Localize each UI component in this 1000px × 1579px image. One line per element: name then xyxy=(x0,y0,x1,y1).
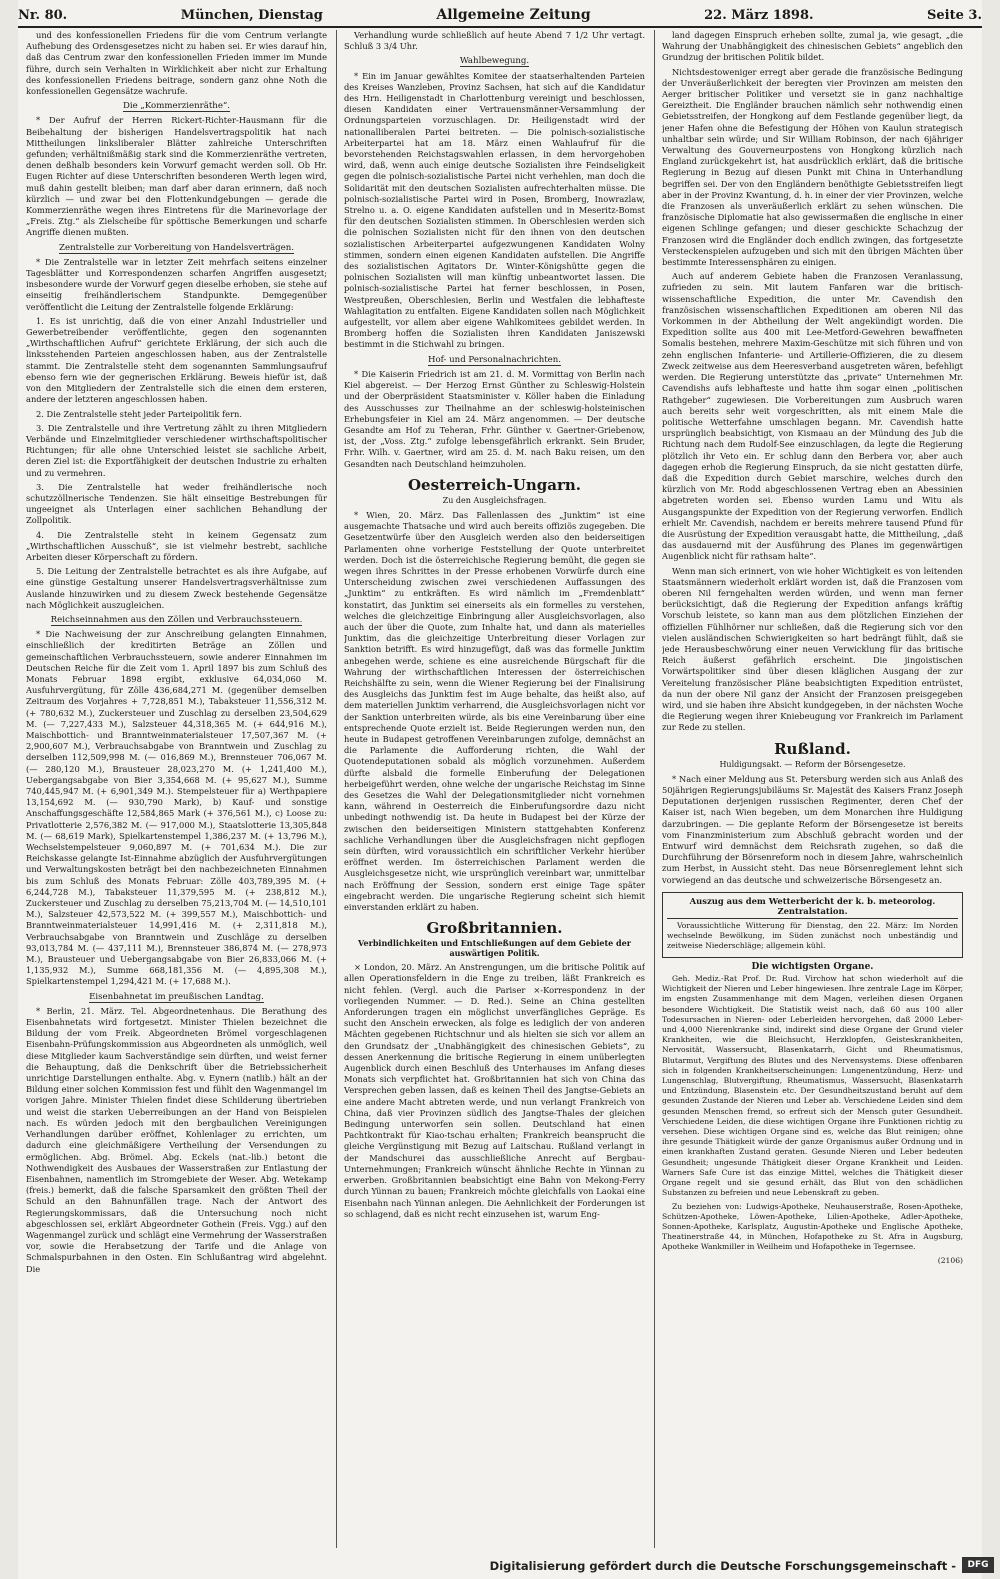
advertisement-code: (2106) xyxy=(937,1255,963,1265)
country-subheading: Huldigungsakt. — Reform der Börsengesetze. xyxy=(719,759,906,769)
digitization-footer xyxy=(0,1552,1000,1579)
article-columns xyxy=(26,30,976,1548)
article-paragraph: × London, 20. März. An Anstrengungen, um die britische Politik auf allen Operationsfeldern in die Enge zu treiben, läßt Frankreich es nicht fehlen. (Vergl. auch die Pariser ×-Korrespondenz in der vorliegenden Nummer. — D. Red.). Seine an China gestellten Anforderungen tragen ein möglichst unverfängliches Gepräge. Es sucht den Anschein erwecken, als folge es lediglich der von anderen Mächten gegebenen Richtschnur und als hielten sie sich vor allem an den Grundsatz der „Unabhängigkeit des chinesischen Gebiets“, zu dessen Anerkennung die britische Regierung in einem unüberlegten Augenblick durch einen Beschluß des Unterhauses im Anfang dieses Monats sich verpflichtet hat. Großbritannien hat sich von China das Versprechen geben lassen, daß es keinen Theil des Jangtse-Gebiets an eine andere Macht abtreten werde, und nun verlangt Frankreich von China, daß vier Provinzen südlich des Jangtse-Thales der gleichen Bedingung unterworfen sein sollen. Deutschland hat einen Pachtkontrakt für Kiao-tschau erhalten; Frankreich beansprucht die gleiche Vergünstigung mit Bezug auf Laitschau. Rußland verlangt in der Mandschurei das ausschließliche Anrecht auf Bergbau-Unternehmungen; Frankreich wünscht ähnliche Rechte in Yünnan zu erwerben. Großbritannien beabsichtigt eine Bahn von Mekong-Ferry durch Yünnan zu bauen; Frankreich möchte gleichfalls von Laokai eine Eisenbahn nach Yünnan anlegen. Die Aehnlichkeit der Forderungen ist so schlagend, daß es nicht recht einzusehen ist, warum Eng- xyxy=(344,962,645,1219)
article-paragraph: und des konfessionellen Friedens für die vom Centrum verlangte Aufhebung des Ordensgesetzes nicht zu haben sei. Er wies darauf hin, daß das Centrum zwar den konfessionellen Frieden immer im Munde führe, durch sein Verhalten in Wirklichkeit aber nicht zur Erhaltung des konfessionellen Friedens beitrage, sondern ganz ohne Noth die konfessionellen Gegensätze wachrufe. xyxy=(26,30,327,97)
article-paragraph: 1. Es ist unrichtig, daß die von einer Anzahl Industrieller und Gewerbetreibender veröffentlichte, gegen den sogenannten „Wirthschaftlichen Aufruf“ gerichtete Erklärung, der sich auch die linksstehenden Parteien angeschlossen haben, aus der Zentralstelle stammt. Die Zentralstelle steht dem sogenannten Sammlungsaufruf ebenso fern wie der gegnerischen Erklärung. Beweis hiefür ist, daß von den Mitgliedern der Zentralstelle sich die einen dem ersteren, andere der letzteren angeschlossen haben. xyxy=(26,315,327,405)
article-paragraph: 3. Die Zentralstelle und ihre Vertretung zählt zu ihren Mitgliedern Verbände und Einzelmitglieder verschiedener wirthschaftspolitischer Richtungen; für alle ohne Unterschied leistet sie sachliche Arbeit, deren Ziel ist: die Exportfähigkeit der deutschen Industrie zu erhalten und zu vermehren. xyxy=(26,422,327,478)
issue-number: Nr. 80. xyxy=(18,7,68,23)
page-header xyxy=(18,4,982,28)
country-subheading: Zu den Ausgleichsfragen. xyxy=(442,495,547,505)
advertisement xyxy=(662,962,963,1266)
article-paragraph: 5. Die Leitung der Zentralstelle betrachtet es als ihre Aufgabe, auf eine günstige Gestaltung unserer Handelsvertragsverhältnisse zum Auslande hinzuwirken und zu diesem Zweck bestehende Gegensätze nach Möglichkeit auszugleichen. xyxy=(26,566,327,610)
weather-report-box xyxy=(662,892,963,958)
section-heading: Reichseinnahmen aus den Zöllen und Verbrauchssteuern. xyxy=(50,614,303,625)
dfg-logo-icon: DFG xyxy=(962,1557,994,1573)
weather-report-text: Voraussichtliche Witterung für Dienstag, den 22. März: Im Norden wechselnde Bewölkung, im Süden zunächst noch unbeständig und zeitweise Niederschläge; allgemein kühl. xyxy=(667,920,958,950)
article-paragraph: 2. Die Zentralstelle steht jeder Parteipolitik fern. xyxy=(36,408,243,419)
weather-report-title: Auszug aus dem Wetterbericht der k. b. meteorolog. Zentralstation. xyxy=(667,896,958,919)
article-paragraph: Wenn man sich erinnert, von wie hoher Wichtigkeit es von leitenden Staatsmännern wiederholt erklärt worden ist, daß die Franzosen vom oberen Nil ferngehalten werden würden, und wenn man ferner berücksichtigt, daß die Regierung der Expedition anfangs kräftig Vorschub leistete, so kann man aus dem plötzlichen Einziehen der offiziellen Fühlhörner nur schließen, daß die Regierung sich vor den vielen ausländischen Schwierigkeiten so hart bedrängt fühlt, daß sie jede Herausbeschwörung einer neuen Verwicklung für das britische Reich äußerst gefährlich erscheint. Die jingoistischen Vorwärtspolitiker sind über diesen kläglichen Ausgang der zur Vereitelung französischer Pläne beabsichtigten Expedition entrüstet, da nun der obere Nil ganz der Ansicht der Franzosen preisgegeben wird, und sie haben ihre Absicht kundgegeben, in der nächsten Woche die Regierung wegen ihrer Kniebeugung vor Frankreich im Parlament zur Rede zu stellen. xyxy=(662,565,963,733)
article-paragraph: * Wien, 20. März. Das Fallenlassen des „Junktim“ ist eine ausgemachte Thatsache und wird auch bereits offiziös zugegeben. Die Gesetzentwürfe über den Ausgleich werden also den beiderseitigen Parlamenten ohne vorherige Feststellung der Quote unterbreitet werden. Doch ist die österreichische Regierung bemüht, die gegen sie wegen ihres Schrittes in der Presse erhobenen Vorwürfe durch eine Unterscheidung zwischen zwei verschiedenen Auffassungen des „Junktim“ zu entkräften. Es wird nämlich im „Fremdenblatt“ konstatirt, das Junktim sei einerseits als ein formelles zu verstehen, welches die gleichzeitige Einbringung aller Ausgleichsvorlagen, also auch der über die Quote, zum Inhalte hat, und dann als materielles Junktim, das die gleichzeitige Unterbreitung dieser Vorlagen zur Sanktion betrifft. Es wird hinzugefügt, daß was das formelle Junktim anbegehen werde, schiene es eine ausreichende Bürgschaft für die Wahrung der wirthschaftlichen Interessen der österreichischen Reichshälfte zu sein, wenn die Wiener Regierung bei der Finalisirung des Ausgleichs das Junktim fest im Auge behalte, das heißt also, auf dem materiellen Junktim verharrend, die Ausgleichsvorlagen nicht vor der Sanktion unterbreiten würde, als bis eine Vereinbarung über eine entsprechende Quote erzielt ist. Beide Regierungen werden nun, den heute in Budapest getroffenen Vereinbarungen zufolge, demnächst an die Parlamente die Aufforderung richten, die Wahl der Quotendeputationen sobald als möglich vorzunehmen. Außerdem dürfte alsbald die formelle Einberufung der Delegationen herbeigeführt werden, ohne welche der ungarische Reichstag im Sinne des Gesetzes die Wahl der Delegationsmitglieder nicht vornehmen kann, während in Oesterreich die Einberufungsordre dazu nicht unbedingt nothwendig ist. Da heute in Budapest bei der Kürze der zwischen den beiderseitigen Ministern stattgehabten Konferenz sachliche Verhandlungen über die Ausgleichsfragen nicht gepflogen sein dürften, wird voraussichtlich ein schriftlicher Verkehr hierüber eröffnet werden. Im österreichischen Parlament werden die Ausgleichsgesetze nicht, wie ursprünglich vereinbart war, unmittelbar nach Eröffnung der Session, sondern erst einige Tage später eingebracht werden. Die ungarische Regierung scheint sich hiemit einverstanden erklärt zu haben. xyxy=(344,509,645,913)
issue-date: 22. März 1898. xyxy=(704,7,814,23)
advertisement-text: Zu beziehen von: Ludwigs-Apotheke, Neuhauserstraße, Rosen-Apotheke, Schützen-Apotheke, Löwen-Apotheke, Lilien-Apotheke, Adler-Apotheke, Sonnen-Apotheke, Karlsplatz, Augustin-Apotheke und Englische Apotheke, Theatinerstraße 44, in München, Hofapotheke zu St. Afra in Augsburg, Apotheke Wankmiller in Weilheim und Hofapotheke in Tegernsee. xyxy=(662,1201,963,1252)
section-heading: Wahlbewegung. xyxy=(459,56,530,67)
article-paragraph: * Die Nachweisung der zur Anschreibung gelangten Einnahmen, einschließlich der kreditirten Beträge an Zöllen und gemeinschaftlichen Verbrauchssteuern, sowie anderer Einnahmen im Deutschen Reiche für die Zeit vom 1. April 1897 bis zum Schluß des Monats Februar 1898 ergibt, exklusive 64,034,060 M. Ausfuhrvergütung, für Zölle 436,684,271 M. (gegenüber demselben Zeitraum des Vorjahres + 7,728,851 M.), Tabaksteuer 11,556,312 M. (+ 780,632 M.), Zuckersteuer und Zuschlag zu derselben 23,504,629 M. (— 7,227,433 M.), Salzsteuer 44,318,365 M. (+ 644,916 M.), Maischbottich- und Branntweinmaterialsteuer 17,507,367 M. (+ 2,900,607 M.), Verbrauchsabgabe von Branntwein und Zuschlag zu derselben 112,509,998 M. (— 016,869 M.), Brennsteuer 706,067 M. (— 280,120 M.), Brausteuer 28,023,270 M. (+ 1,241,400 M.), Uebergangsabgabe von Bier 3,354,668 M. (+ 95,627 M.), Summe 740,445,947 M. (+ 6,901,349 M.). Stempelsteuer für a) Werthpapiere 13,154,692 M. (— 930,790 Mark), b) Kauf- und sonstige Anschaffungsgeschäfte 12,584,865 Mark (+ 376,561 M.), c) Loose zu: Privatlotterie 2,576,382 M. (— 917,000 M.), Staatslotterie 13,305,848 M. (— 68,619 Mark), Spielkartenstempel 1,386,237 M. (+ 13,796 M.), Wechselstempelsteuer 9,060,897 M. (+ 701,634 M.). Die zur Reichskasse gelangte Ist-Einnahme abzüglich der Ausfuhrvergütungen und Verwaltungskosten beträgt bei den nachbezeichneten Einnahmen bis zum Schluß des Monats Februar: Zölle 403,789,395 M. (+ 6,244,728 M.), Tabaksteuer 11,379,595 M. (+ 238,812 M.), Zuckersteuer und Zuschlag zu derselben 75,213,704 M. (— 14,510,101 M.), Salzsteuer 42,573,522 M. (+ 399,557 M.), Maischbottich- und Branntweinmaterialsteuer 14,991,416 M. (+ 2,311,818 M.), Verbrauchsabgabe von Branntwein und Zuschläge zu derselben 93,013,784 M. (— 437,111 M.), Brennsteuer 386,874 M. (— 278,973 M.), Brausteuer und Uebergangsabgabe von Bier 26,833,066 M. (+ 1,135,932 M.), Summe 668,181,356 M. (— 4,895,308 M.), Spielkartenstempel 1,294,421 M. (+ 17,688 M.). xyxy=(26,629,327,987)
country-heading: Rußland. xyxy=(774,739,851,758)
country-heading: Großbritannien. xyxy=(426,919,563,938)
column-3 xyxy=(662,30,963,1548)
section-heading: Die „Kommerzienräthe“. xyxy=(122,101,231,112)
place-date: München, Dienstag xyxy=(180,7,323,23)
article-paragraph: land dagegen Einspruch erheben sollte, zumal ja, wie gesagt, „die Wahrung der Unabhängigkeit des chinesischen Gebiets“ angeblich den Grundzug der britischen Politik bildet. xyxy=(662,30,963,63)
advertisement-text: Geh. Mediz.-Rat Prof. Dr. Rud. Virchow hat schon wiederholt auf die Wichtigkeit der Nieren und Leber hingewiesen. Ihre zentrale Lage im Körper, im engsten Zusammenhange mit dem Magen, verleihen diesen Organen besondere Wichtigkeit. Die Statistik weist nach, daß 60 aus 100 aller Todesursachen in Nieren- oder Leberleiden hervorgehen, daß 2000 Leber- und 4,000 Nierenkranke sind, indirekt sind diese Organe der Grund vieler Krankheiten, wie die Bleichsucht, Herzklopfen, Geisteskrankheiten, Nervosität, Wassersucht, Blasenkatarrh, Gicht und Rheumatismus, Blutarmut, Vergiftung des Blutes und des Nervensystems. Diese offenbaren sich in folgenden Krankheitserscheinungen: Lungenentzündung, Herz- und Lungenschlag, Blutvergiftung, Rheumatismus, Wassersucht, Blasenkatarrh und Entzündung, Blasenstein etc. Der Gesundheitszustand beruht auf dem gesunden Zustande der Nieren und Leber ab. Verschiedene Leiden sind dem gesunden Menschen fremd, so erfreut sich der Mensch guter Gesundheit. Verschiedene Leiden, die diese wichtigen Organe ihre Funktionen richtig zu versehen. Diese wichtigen Organe sind es, welche das Blut reinigen; ohne ihre gesunde Thätigkeit würde der ganze Organismus außer Ordnung und in einen krankhaften Zustand geraten. Gesunde Nieren und Leber bedeuten Gesundheit; ungesunde Thätigkeit dieser Organe Krankheit und Leiden. Warners Safe Cure ist das einzige Mittel, welches die Thätigkeit dieser Organe regelt und sie gesund erhält, das Blut von den schädlichen Substanzen zu befreien und neue Lebenskraft zu geben. xyxy=(662,974,963,1198)
article-paragraph: Auch auf anderem Gebiete haben die Franzosen Veranlassung, zufrieden zu sein. Mit lautem Fanfaren war die britisch-wissenschaftliche Expedition, die unter Mr. Cavendish den französischen wissenschaftlichen Expeditionen am oberen Nil das Vorkommen in der Abtheilung der Welt angekündigt worden. Die Expedition sollte aus 400 mit Lee-Metford-Gewehren bewaffneten Somalis bestehen, mehrere Maxim-Geschütze mit sich führen und von zehn englischen Infanterie- und Artillerie-Offizieren, die zu diesem Zweck zeitweise aus dem Heeresverband ausgetreten wären, befehligt werden. Die Regierung unterstützte das „private“ Unternehmen Mr. Cavendishs aufs lebhafteste und hatte ihm sogar einen „politischen Rathgeber“ zugewiesen. Die Vorbereitungen zum Ausbruch waren auch bereits sehr weit vorgeschritten, als mit einem Male die politische Wetterfahne umschlagen begann. Mr. Cavendish hatte ursprünglich beabsichtigt, von Kismaau an der Mündung des Jub die Richtung nach dem Rudolf-See einzuschlagen, da legte die Regierung plötzlich ihr Veto ein. Er schlug dann den Berbera vor, aber auch dagegen erhob die Regierung Einspruch, da sie nicht gestatten dürfe, daß die Expedition durch Gebiet marschire, welches durch den kürzlich von Mr. Rodd abgeschlossenen Vertrag eben an Abessinien abgetreten worden sei. Ebenso wurden Lamu und Witu als Ausgangspunkte der Expedition von der Regierung verworfen. Endlich erhielt Mr. Cavendish, nachdem er bereits mehrere tausend Pfund für die Ausrüstung der Expedition verausgabt hatte, die Mittheilung, „daß das ausdauernd mit der Ausführung des Planes im gegenwärtigen Augenblick nicht für rathsam halte“. xyxy=(662,271,963,562)
article-paragraph: * Ein im Januar gewähltes Komitee der staatserhaltenden Parteien des Kreises Wanzleben, Provinz Sachsen, hat sich auf die Kandidatur des Hrn. Heiligenstadt in Charlottenburg vereinigt und beschlossen, diesen Kandidaten einer Vertrauensmänner-Versammlung der Ordnungsparteien vorzuschlagen. Dr. Heiligenstadt wird der nationalliberalen Partei beitreten. — Die polnisch-sozialistische Arbeiterpartei hat am 18. März einen Wahlaufruf für die bevorstehenden Reichstagswahlen erlassen, in dem hervorgehoben wird, daß, wenn auch einige deutsche Sozialisten ihre Feindseligkeit gegen die polnisch-sozialistische Partei nicht verhehlen, man doch die Solidarität mit den deutschen Sozialisten aufrechterhalten müsse. Die polnisch-sozialistische Partei wird in Posen, Bromberg, Inowrazlaw, Strelno u. a. O. eigene Kandidaten aufstellen und in Meseritz-Bomst für den deutschen Sozialisten stimmen. In Oberschlesien werden sich die polnischen Sozialisten nicht für den ihnen von den deutschen sozialistischen Arbeiterpartei aufgezwungenen Kandidaten Wolny stimmen, sondern einen eigenen Kandidaten aufstellen. Die Angriffe des sozialistischen Agitators Dr. Winter-Königshütte gegen die polnischen Sozialisten will man künftig unbeantwortet lassen. Die polnisch-sozialistische Partei hat ferner beschlossen, in Posen, Westpreußen, Oberschlesien, Berlin und Westfalen die lebhafteste Wahlagitation zu entfalten. Eigene Kandidaten sollen nach Möglichkeit aufgestellt, vor allem aber eigene Wahlkomitees gebildet werden. In Bromberg hoffen die Sozialisten ihren Kandidaten Janiszewski bestimmt in die Stichwahl zu bringen. xyxy=(344,70,645,350)
newspaper-title: Allgemeine Zeitung xyxy=(436,7,591,23)
article-paragraph: 3. Die Zentralstelle hat weder freihändlerische noch schutzzöllnerische Tendenzen. Sie hält einseitige Bestrebungen für ungeeignet als Unterlagen einer sachlichen Behandlung der Zollpolitik. xyxy=(26,481,327,526)
article-paragraph: * Berlin, 21. März. Tel. Abgeordnetenhaus. Die Berathung des Eisenbahnetats wird fortgesetzt. Minister Thielen bezeichnet die Bildung der vom Freik. Abgeordneten Brömel vorgeschlagenen Eisenbahn-Prüfungskommission aus Abgeordneten als unmöglich, weil diese Mitglieder kaum Sachverständige sein dürften, und weist ferner die Behauptung, daß die Denkschrift über die Betriebssicherheit unrichtige Darstellungen enthalte. Abg. v. Eynern (natlib.) hält an der Bildung einer solchen Kommission fest und fühlt den Wagenmangel im vorigen Jahre. Minister Thielen findet diese Schilderung übertrieben und weist die starken Ueberreibungen an der Hand von Beispielen nach. Es würden jedoch mit den bergbaulichen Vereinigungen Verhandlungen darüber eröffnet, Kohlenlager zu errichten, um dadurch eine gleichmäßigere Vertheilung der Versendungen zu ermöglichen. Abg. Brömel. Abg. Eckels (nat.-lib.) betont die Nothwendigkeit des Ausbaues der Wasserstraßen zur Entlastung der Eisenbahnen, namentlich im Stromgebiete der Weser. Abg. Wetekamp (freis.) bemerkt, daß die falsche Sparsamkeit den größten Theil der Schuld an den Bahnunfällen trage. Nach der Antwort des Regierungskommissars, daß die Untersuchung noch nicht abgeschlossen sei, erklärt Abgeordneter Gothein (Freis. Vgg.) auf den Wagenmangel zurück und schlägt eine Vermehrung der Wasserstraßen vor, sowie die Herabsetzung der Tarife und die Anlage von Schmalspurbahnen in den Osten. Ein Schlußantrag wird abgelehnt. Die xyxy=(26,1005,327,1274)
article-paragraph: * Die Kaiserin Friedrich ist am 21. d. M. Vormittag von Berlin nach Kiel abgereist. — Der Herzog Ernst Günther zu Schleswig-Holstein und der Oberpräsident Staatsminister v. Köller haben die Einladung des Ausschusses zur Theilnahme an der schleswig-holsteinischen Erhebungsfeier in Kiel am 24. März angenommen. — Der deutsche Gesandte am Hof zu Teheran, Frhr. Günther v. Gaertner-Griebenow, ist, der „Voss. Ztg.“ zufolge lebensgefährlich erkrankt. Sein Bruder, Frhr. Wilh. v. Gaertner, wird am 25. d. M. nach Baku reisen, um den Gesandten nach Deutschland heimzuholen. xyxy=(344,368,645,469)
article-paragraph: * Der Aufruf der Herren Rickert-Richter-Hausmann für die Beibehaltung der bisherigen Handelsvertragspolitik hat nach Mittheilungen linksliberaler Blätter zahlreiche Unterschriften gefunden; verhältnißmäßig stark sind die Kommerzienräthe vertreten, denen deßhalb besonders kein Vorwurf gemacht werden soll. Ob Hr. Eugen Richter auf diese Unterschriften besonderen Werth legen wird, muß dahin gestellt bleiben; man darf aber daran erinnern, daß noch kürzlich — und zwar bei den Flottenkundgebungen — gerade die Kommerzienräthe wegen ihres Eintretens für die Marinevorlage der „Freis. Ztg.“ als Zielscheibe für spöttische Bemerkungen und scharfe Angriffe dienen mußten. xyxy=(26,115,327,238)
article-paragraph: Verhandlung wurde schließlich auf heute Abend 7 1/2 Uhr vertagt. Schluß 3 3/4 Uhr. xyxy=(344,30,645,52)
column-1 xyxy=(26,30,327,1548)
country-subheading: Verbindlichkeiten und Entschließungen auf dem Gebiete der auswärtigen Politik. xyxy=(358,938,631,959)
article-paragraph: * Nach einer Meldung aus St. Petersburg werden sich aus Anlaß des 50jährigen Regierungsjubiläums Sr. Majestät des Kaisers Franz Joseph Deputationen derjenigen russischen Regimenter, deren Chef der Kaiser ist, nach Wien begeben, um dem Monarchen ihre Huldigung darzubringen. — Die geplante Reform der Börsengesetze ist bereits vom Finanzministerium zum Abschluß gebracht worden und der Entwurf wird demnächst dem Reichsrath zugehen, so daß die Durchführung der Börsenreform noch in diesem Jahre, wahrscheinlich zum Herbst, in Aussicht steht. Das neue Börsenreglement lehnt sich vorwiegend an das deutsche und schweizerische Börsengesetz an. xyxy=(662,773,963,885)
page-number: Seite 3. xyxy=(927,7,982,23)
section-heading: Zentralstelle zur Vorbereitung von Handelsverträgen. xyxy=(59,242,294,253)
article-paragraph: 4. Die Zentralstelle steht in keinem Gegensatz zum „Wirthschaftlichen Ausschuß“, sie ist vielmehr bestrebt, sachliche Arbeiten dieser Körperschaft zu fördern. xyxy=(26,529,327,562)
country-heading: Oesterreich-Ungarn. xyxy=(407,475,582,494)
column-2 xyxy=(344,30,645,1548)
footer-text: Digitalisierung gefördert durch die Deutsche Forschungsgemeinschaft - xyxy=(489,1559,956,1573)
advertisement-title: Die wichtigsten Organe. xyxy=(751,961,874,972)
article-paragraph: * Die Zentralstelle war in letzter Zeit mehrfach seitens einzelner Tagesblätter und Korrespondenzen scharfen Angriffen ausgesetzt; insbesondere wurde der Vorwurf gegen dieselbe erhoben, sie stehe auf einseitig freihändlerischem Standpunkte. Demgegenüber veröffentlicht die Leitung der Zentralstelle folgende Erklärung: xyxy=(26,256,327,312)
section-heading: Hof- und Personalnachrichten. xyxy=(427,354,562,365)
article-paragraph: Nichtsdestoweniger erregt aber gerade die französische Bedingung der Unveräußerlichkeit der beregten vier Provinzen am meisten den Aerger britischer Politiker und versetzt sie in ganz nachhaltige Gereiztheit. Die Engländer brauchen nämlich sehr nothwendig einen Gebietsstreifen, der Hongkong auf dem Festlande gegenüber liegt, da jener Hafen ohne die Befestigung der Höhen von Kaulun strategisch unhaltbar sein würde; und Sir William Robinson, der nach 6jähriger Verwaltung des Gouverneurpostens von Hongkong kürzlich nach England zurückgekehrt ist, hat ausdrücklich erklärt, daß die britische Regierung in Bezug auf diesen Punkt mit China in Unterhandlung begriffen sei. Der von den Engländern benöthigte Gebietsstreifen liegt aber in der Provinz Kwantung, d. h. in einer der vier Provinzen, welche die Franzosen als unveräußerlich erklärt zu sehen wünschen. Die französische Diplomatie hat also gewissermaßen die englische in einer eigenen Schlinge gefangen; und dieser geschickte Schachzug der Franzosen wird die Engländer doch endlich zwingen, das fortgesetzte Versteckenspielen aufzugeben und sich mit den übrigen Mächten über bestimmte Interessensphären zu einigen. xyxy=(662,66,963,268)
section-heading: Eisenbahnetat im preußischen Landtag. xyxy=(89,991,264,1002)
